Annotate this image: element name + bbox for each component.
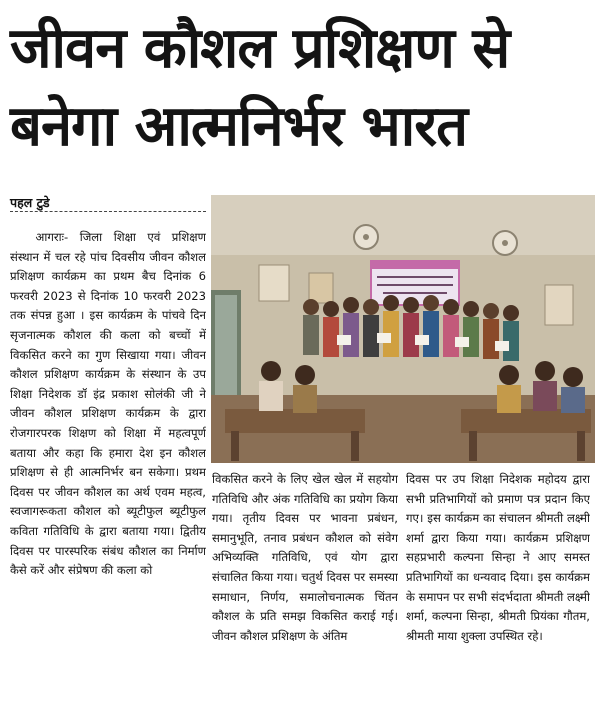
article-column-2 (212, 470, 398, 696)
article-text-col2: विकसित करने के लिए खेल खेल में सहयोग गतिविधि और अंक गतिविधि का प्रयोग किया गया। तृतीय दिवस पर भावना प्रबंधन, समानुभूति, तनाव प्रबंधन कौशल को संवेग अभिव्यक्ति गतिविधि, एवं योग द्वारा संचालित किया गया। चतुर्थ दिवस पर समस्या समाधान, निर्णय, समालोचनात्मक चिंतन कौशल के प्रति समझ विकसित कराई गई। जीवन कौशल प्रशिक्षण के अंतिम (212, 472, 398, 643)
byline-divider (10, 211, 206, 212)
event-photo-illustration (211, 195, 595, 463)
byline: पहल टुडे (10, 195, 50, 210)
headline-line-2: बनेगा आत्मनिर्भर भारत (10, 94, 468, 159)
article-column-1 (10, 228, 206, 696)
article-text-col3: दिवस पर उप शिक्षा निदेशक महोदय द्वारा सभी प्रतिभागियों को प्रमाण पत्र प्रदान किए गए। इस कार्यक्रम का संचालन श्रीमती लक्ष्मी शर्मा द्वारा किया गया। कार्यक्रम प्रशिक्षण सहप्रभारी कल्पना सिन्हा ने आए समस्त प्रतिभागियों का धन्यवाद दिया। इस कार्यक्रम के समापन पर सभी संदर्भदाता श्रीमती लक्ष्मी शर्मा, कल्पना सिन्हा, श्रीमती प्रियंका गौतम, श्रीमती माया शुक्ला उपस्थित रहे। (406, 472, 590, 643)
headline (10, 10, 590, 166)
event-photo (211, 195, 595, 463)
article-column-3 (406, 470, 590, 696)
headline-line-1: जीवन कौशल प्रशिक्षण से (10, 16, 510, 81)
article-text-col1: आगराः- जिला शिक्षा एवं प्रशिक्षण संस्थान में चल रहे पांच दिवसीय जीवन कौशल प्रशिक्षण कार्यक्रम का प्रथम बैच दिनांक 6 फरवरी 2023 से दिनांक 10 फरवरी 2023 तक संपन्न हुआ । इस कार्यक्रम के पांचवे दिन सृजनात्मक कौशल की कला को बच्चों में विकसित करने का गुण सिखाया गया। जीवन कौशल प्रशिक्षण कार्यक्रम के संस्थान के उप शिक्षा निदेशक डॉ इंद्र प्रकाश सोलंकी जी ने जीवन कौशल प्रशिक्षण कार्यक्रम के द्वारा रोजगारपरक शिक्षण को शिक्षा में महत्वपूर्ण बताया और कहा कि हमारा देश इन कौशल प्रशिक्षण से ही आत्मनिर्भर बन सकेगा। प्रथम दिवस पर जीवन कौशल का अर्थ एवम महत्व, स्वजागरूकता कौशल को ब्यूटीफुल ब्यूटीफुल कविता गतिविधि के द्वारा बताया गया। द्वितीय दिवस पर पारस्परिक संबंध कौशल का निर्माण कैसे करें और संप्रेषण की कला को (10, 230, 206, 578)
